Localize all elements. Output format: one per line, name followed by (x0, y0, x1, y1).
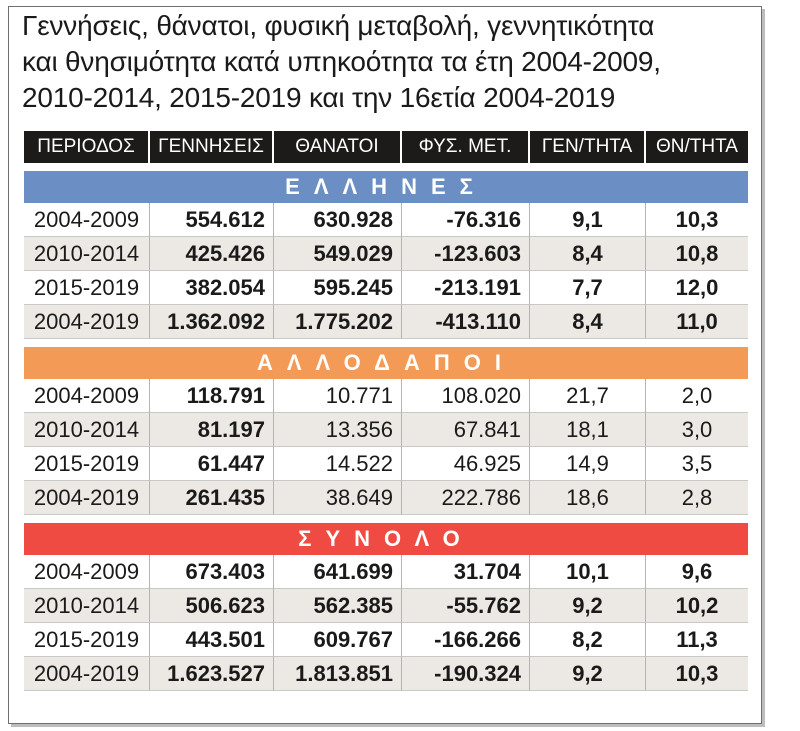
spacer (24, 515, 748, 523)
cell-natural-change: -213.191 (402, 271, 530, 305)
cell-deaths: 609.767 (274, 623, 402, 657)
cell-period: 2015-2019 (24, 447, 150, 481)
table-row (24, 271, 748, 305)
cell-deaths: 630.928 (274, 203, 402, 237)
cell-death-rate: 2,0 (646, 379, 748, 413)
table-row (24, 657, 748, 691)
cell-deaths: 562.385 (274, 589, 402, 623)
cell-births: 1.362.092 (150, 305, 274, 339)
cell-natural-change: -190.324 (402, 657, 530, 691)
cell-birth-rate: 9,2 (530, 589, 646, 623)
cell-natural-change: -413.110 (402, 305, 530, 339)
spacer (24, 163, 748, 171)
cell-births: 673.403 (150, 555, 274, 589)
cell-death-rate: 10,3 (646, 203, 748, 237)
table-header (24, 131, 748, 163)
cell-birth-rate: 14,9 (530, 447, 646, 481)
cell-death-rate: 3,5 (646, 447, 748, 481)
cell-natural-change: 108.020 (402, 379, 530, 413)
cell-deaths: 13.356 (274, 413, 402, 447)
section-total-rows (24, 555, 748, 691)
table-row (24, 481, 748, 515)
cell-death-rate: 12,0 (646, 271, 748, 305)
table-row (24, 379, 748, 413)
cell-death-rate: 11,0 (646, 305, 748, 339)
cell-period: 2004-2009 (24, 555, 150, 589)
cell-births: 81.197 (150, 413, 274, 447)
section-total (24, 515, 748, 555)
cell-death-rate: 3,0 (646, 413, 748, 447)
cell-death-rate: 10,2 (646, 589, 748, 623)
cell-birth-rate: 8,4 (530, 305, 646, 339)
cell-deaths: 595.245 (274, 271, 402, 305)
cell-natural-change: 67.841 (402, 413, 530, 447)
cell-period: 2010-2014 (24, 237, 150, 271)
cell-natural-change: -55.762 (402, 589, 530, 623)
cell-natural-change: 31.704 (402, 555, 530, 589)
title-line-2: και θνησιμότητα κατά υπηκοότητα τα έτη 2004-2009, (22, 46, 661, 77)
header-death-rate: ΘΝ/ΤΗΤΑ (646, 131, 748, 163)
header-births: ΓΕΝΝΗΣΕΙΣ (150, 131, 274, 163)
cell-birth-rate: 21,7 (530, 379, 646, 413)
table-row (24, 555, 748, 589)
table-row (24, 203, 748, 237)
table-row (24, 589, 748, 623)
section-band-total: ΣΥΝΟΛΟ (24, 523, 748, 555)
cell-birth-rate: 9,2 (530, 657, 646, 691)
cell-births: 118.791 (150, 379, 274, 413)
cell-natural-change: -76.316 (402, 203, 530, 237)
header-deaths: ΘΑΝΑΤΟΙ (274, 131, 402, 163)
section-band-greeks: ΕΛΛΗΝΕΣ (24, 171, 748, 203)
cell-period: 2015-2019 (24, 623, 150, 657)
cell-births: 506.623 (150, 589, 274, 623)
cell-deaths: 1.813.851 (274, 657, 402, 691)
section-greeks (24, 163, 748, 203)
cell-death-rate: 9,6 (646, 555, 748, 589)
header-birth-rate: ΓΕΝ/ΤΗΤΑ (530, 131, 646, 163)
cell-period: 2010-2014 (24, 589, 150, 623)
header-natural-change: ΦΥΣ. ΜΕΤ. (402, 131, 530, 163)
statistics-table (24, 131, 748, 691)
cell-births: 382.054 (150, 271, 274, 305)
cell-natural-change: -166.266 (402, 623, 530, 657)
cell-births: 261.435 (150, 481, 274, 515)
cell-period: 2010-2014 (24, 413, 150, 447)
cell-period: 2004-2019 (24, 657, 150, 691)
cell-natural-change: 46.925 (402, 447, 530, 481)
cell-period: 2004-2019 (24, 305, 150, 339)
cell-birth-rate: 18,6 (530, 481, 646, 515)
table-row (24, 237, 748, 271)
table-row (24, 447, 748, 481)
cell-deaths: 14.522 (274, 447, 402, 481)
cell-natural-change: 222.786 (402, 481, 530, 515)
cell-death-rate: 10,8 (646, 237, 748, 271)
cell-natural-change: -123.603 (402, 237, 530, 271)
title-line-1: Γεννήσεις, θάνατοι, φυσική μεταβολή, γεννητικότητα (22, 10, 655, 41)
section-greeks-rows (24, 203, 748, 339)
cell-deaths: 549.029 (274, 237, 402, 271)
header-period: ΠΕΡΙΟΔΟΣ (24, 131, 150, 163)
table-row (24, 413, 748, 447)
cell-period: 2004-2009 (24, 379, 150, 413)
cell-deaths: 10.771 (274, 379, 402, 413)
cell-period: 2004-2009 (24, 203, 150, 237)
table-title (22, 8, 752, 116)
header-row (24, 131, 748, 163)
cell-death-rate: 11,3 (646, 623, 748, 657)
section-foreigners (24, 339, 748, 379)
table-row (24, 623, 748, 657)
cell-deaths: 38.649 (274, 481, 402, 515)
cell-birth-rate: 7,7 (530, 271, 646, 305)
cell-deaths: 641.699 (274, 555, 402, 589)
cell-period: 2015-2019 (24, 271, 150, 305)
cell-period: 2004-2019 (24, 481, 150, 515)
cell-birth-rate: 9,1 (530, 203, 646, 237)
cell-birth-rate: 8,2 (530, 623, 646, 657)
cell-death-rate: 2,8 (646, 481, 748, 515)
cell-births: 443.501 (150, 623, 274, 657)
spacer (24, 339, 748, 347)
table-row (24, 305, 748, 339)
cell-births: 61.447 (150, 447, 274, 481)
title-line-3: 2010-2014, 2015-2019 και την 16ετία 2004-2019 (22, 82, 616, 113)
cell-birth-rate: 18,1 (530, 413, 646, 447)
section-band-foreigners: ΑΛΛΟΔΑΠΟΙ (24, 347, 748, 379)
cell-births: 425.426 (150, 237, 274, 271)
section-foreigners-rows (24, 379, 748, 515)
cell-births: 1.623.527 (150, 657, 274, 691)
cell-births: 554.612 (150, 203, 274, 237)
cell-birth-rate: 10,1 (530, 555, 646, 589)
cell-deaths: 1.775.202 (274, 305, 402, 339)
cell-birth-rate: 8,4 (530, 237, 646, 271)
cell-death-rate: 10,3 (646, 657, 748, 691)
